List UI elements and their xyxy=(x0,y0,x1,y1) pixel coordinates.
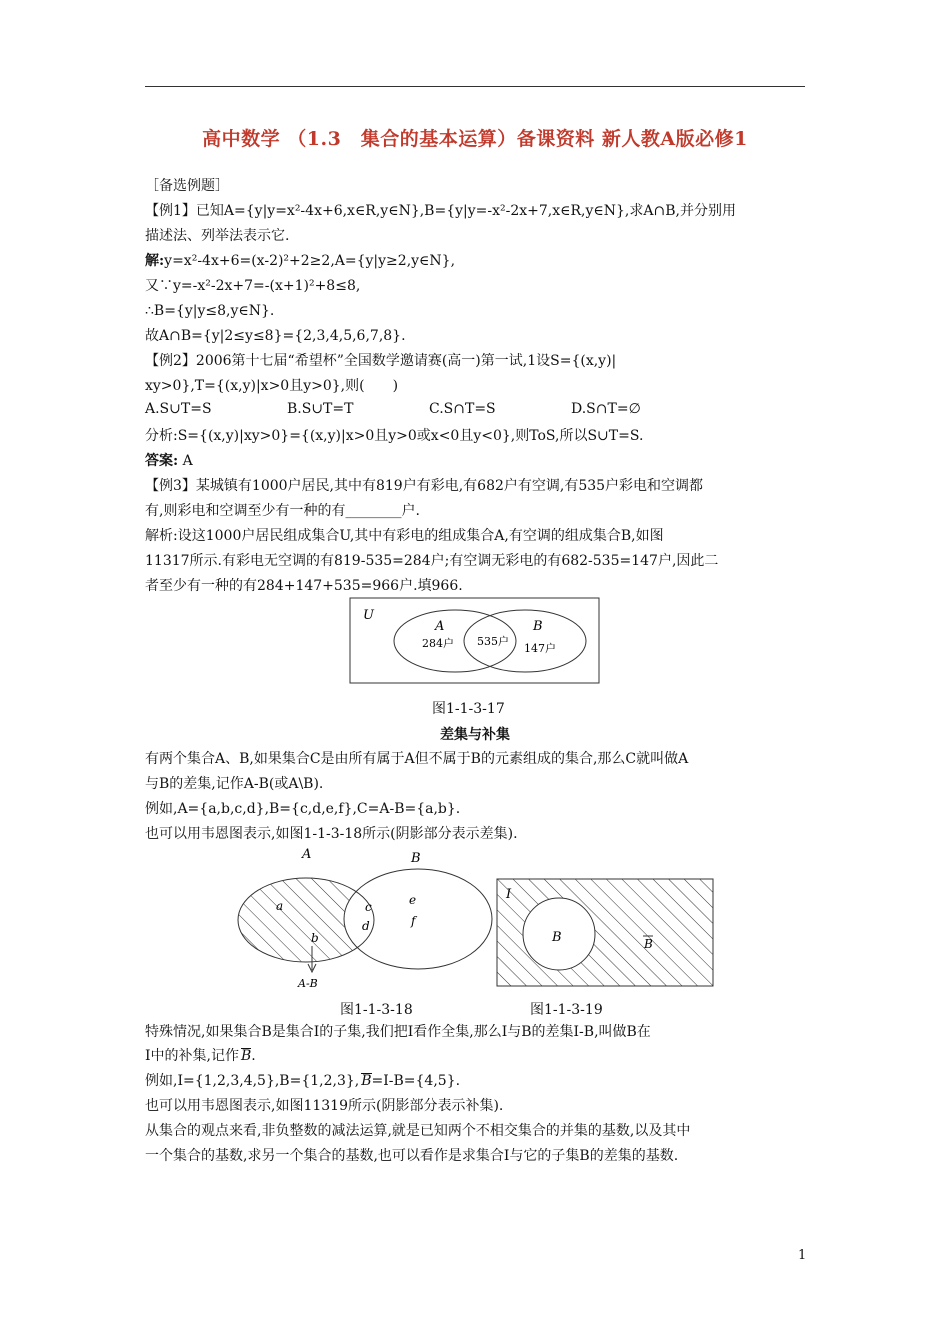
complement-def-line1: 特殊情况,如果集合B是集合I的子集,我们把I看作全集,那么I与B的差集I-B,叫做B在 xyxy=(145,1024,651,1040)
difference-def-line1: 有两个集合A、B,如果集合C是由所有属于A但不属于B的元素组成的集合,那么C就叫做A xyxy=(145,751,689,767)
set-a-label: A xyxy=(435,619,445,634)
page-number: 1 xyxy=(798,1248,807,1263)
option-a: A.S∪T=S xyxy=(145,401,212,417)
answer-line xyxy=(145,451,193,471)
venn-figure-17 xyxy=(349,597,601,685)
solution-line1 xyxy=(145,251,455,271)
difference-shading xyxy=(238,878,374,962)
element-e: e xyxy=(409,893,417,907)
element-f: f xyxy=(411,914,416,928)
set-b-label: B xyxy=(411,851,421,866)
solution-label: 解: xyxy=(145,253,165,269)
analysis-line: 分析:S={(x,y)|xy>0}={(x,y)|x>0且y>0或x<0且y<0},则ToS,所以S∪T=S. xyxy=(145,428,644,444)
set-b-label: B xyxy=(533,619,543,634)
complement-def-end: . xyxy=(251,1048,256,1064)
answer-label: 答案: xyxy=(145,453,179,469)
example2-line2: xy>0},T={(x,y)|x>0且y>0},则( ) xyxy=(145,378,399,394)
solution-text1: y=x²-4x+6=(x-2)²+2≥2,A={y|y≥2,y∈N}, xyxy=(164,253,456,269)
header-rule xyxy=(145,86,805,87)
answer-value: A xyxy=(182,453,193,469)
option-c: C.S∩T=S xyxy=(429,401,496,417)
element-b: b xyxy=(311,931,319,945)
complement-symbol: B xyxy=(240,1048,252,1064)
example2-line1: 【例2】2006第十七届“希望杯”全国数学邀请赛(高一)第一试,1设S={(x,y)| xyxy=(145,353,617,369)
difference-venn-note: 也可以用韦恩图表示,如图1-1-3-18所示(阴影部分表示差集). xyxy=(145,826,518,842)
set-a-label: A xyxy=(302,847,312,862)
option-b: B.S∪T=T xyxy=(287,401,354,417)
section-heading-difference: 差集与补集 xyxy=(440,727,510,743)
venn-figure-18 xyxy=(228,842,498,992)
complement-example-text: 例如,I={1,2,3,4,5},B={1,2,3}, xyxy=(145,1073,360,1089)
solution-line4: 故A∩B={y|2≤y≤8}={2,3,4,5,6,7,8}. xyxy=(145,328,406,344)
complement-venn-note: 也可以用韦恩图表示,如图11319所示(阴影部分表示补集). xyxy=(145,1098,504,1114)
solution-line2: 又∵y=-x²-2x+7=-(x+1)²+8≤8, xyxy=(145,278,361,294)
example3-line1: 【例3】某城镇有1000户居民,其中有819户有彩电,有682户有空调,有535户彩电和空调都 xyxy=(145,478,704,494)
complement-example-result: =I-B={4,5}. xyxy=(371,1073,461,1089)
universal-set-label: U xyxy=(363,608,374,623)
set-b-label: B xyxy=(552,930,562,945)
example1-line2: 描述法、列举法表示它. xyxy=(145,228,290,244)
element-a: a xyxy=(276,899,284,913)
final-paragraph-line2: 一个集合的基数,求另一个集合的基数,也可以看作是求集合I与它的子集B的差集的基数. xyxy=(145,1148,679,1164)
difference-label: A-B xyxy=(298,977,318,990)
solution-line3: ∴B={y|y≤8,y∈N}. xyxy=(145,303,275,319)
section-label: ［备选例题］ xyxy=(145,178,229,194)
element-d: d xyxy=(362,919,370,933)
figure-19-caption: 图1-1-3-19 xyxy=(530,1002,603,1018)
complement-def-line2 xyxy=(145,1046,256,1066)
complement-example-symbol: B xyxy=(361,1073,372,1089)
figure-17-caption: 图1-1-3-17 xyxy=(432,701,505,717)
page-title: 高中数学 （1.3 集合的基本运算）备课资料 新人教A版必修1 xyxy=(202,128,748,150)
complement-label: B xyxy=(644,937,653,951)
example3-solution3: 者至少有一种的有284+147+535=966户.填966. xyxy=(145,578,463,594)
complement-example xyxy=(145,1071,460,1091)
example3-line2: 有,则彩电和空调至少有一种的有________户. xyxy=(145,503,420,519)
only-a-count: 284户 xyxy=(422,637,454,650)
element-c: c xyxy=(365,900,372,914)
option-d: D.S∩T=∅ xyxy=(571,401,641,417)
complement-def-text: I中的补集,记作 xyxy=(145,1048,239,1064)
example1-line1: 【例1】已知A={y|y=x²-4x+6,x∈R,y∈N},B={y|y=-x²-2x+7,x∈R,y∈N},求A∩B,并分别用 xyxy=(145,203,736,219)
difference-example: 例如,A={a,b,c,d},B={c,d,e,f},C=A-B={a,b}. xyxy=(145,801,461,817)
final-paragraph-line1: 从集合的观点来看,非负整数的减法运算,就是已知两个不相交集合的并集的基数,以及其中 xyxy=(145,1123,691,1139)
example3-solution1: 解析:设这1000户居民组成集合U,其中有彩电的组成集合A,有空调的组成集合B,如图 xyxy=(145,528,664,544)
difference-def-line2: 与B的差集,记作A-B(或A\B). xyxy=(145,776,324,792)
example3-solution2: 11317所示.有彩电无空调的有819-535=284户;有空调无彩电的有682-535=147户,因此二 xyxy=(145,553,719,569)
only-b-count: 147户 xyxy=(524,642,556,655)
figure-18-caption: 图1-1-3-18 xyxy=(340,1002,413,1018)
universal-set-label: I xyxy=(506,887,512,902)
venn-figure-19 xyxy=(496,878,716,990)
both-count: 535户 xyxy=(477,635,509,648)
